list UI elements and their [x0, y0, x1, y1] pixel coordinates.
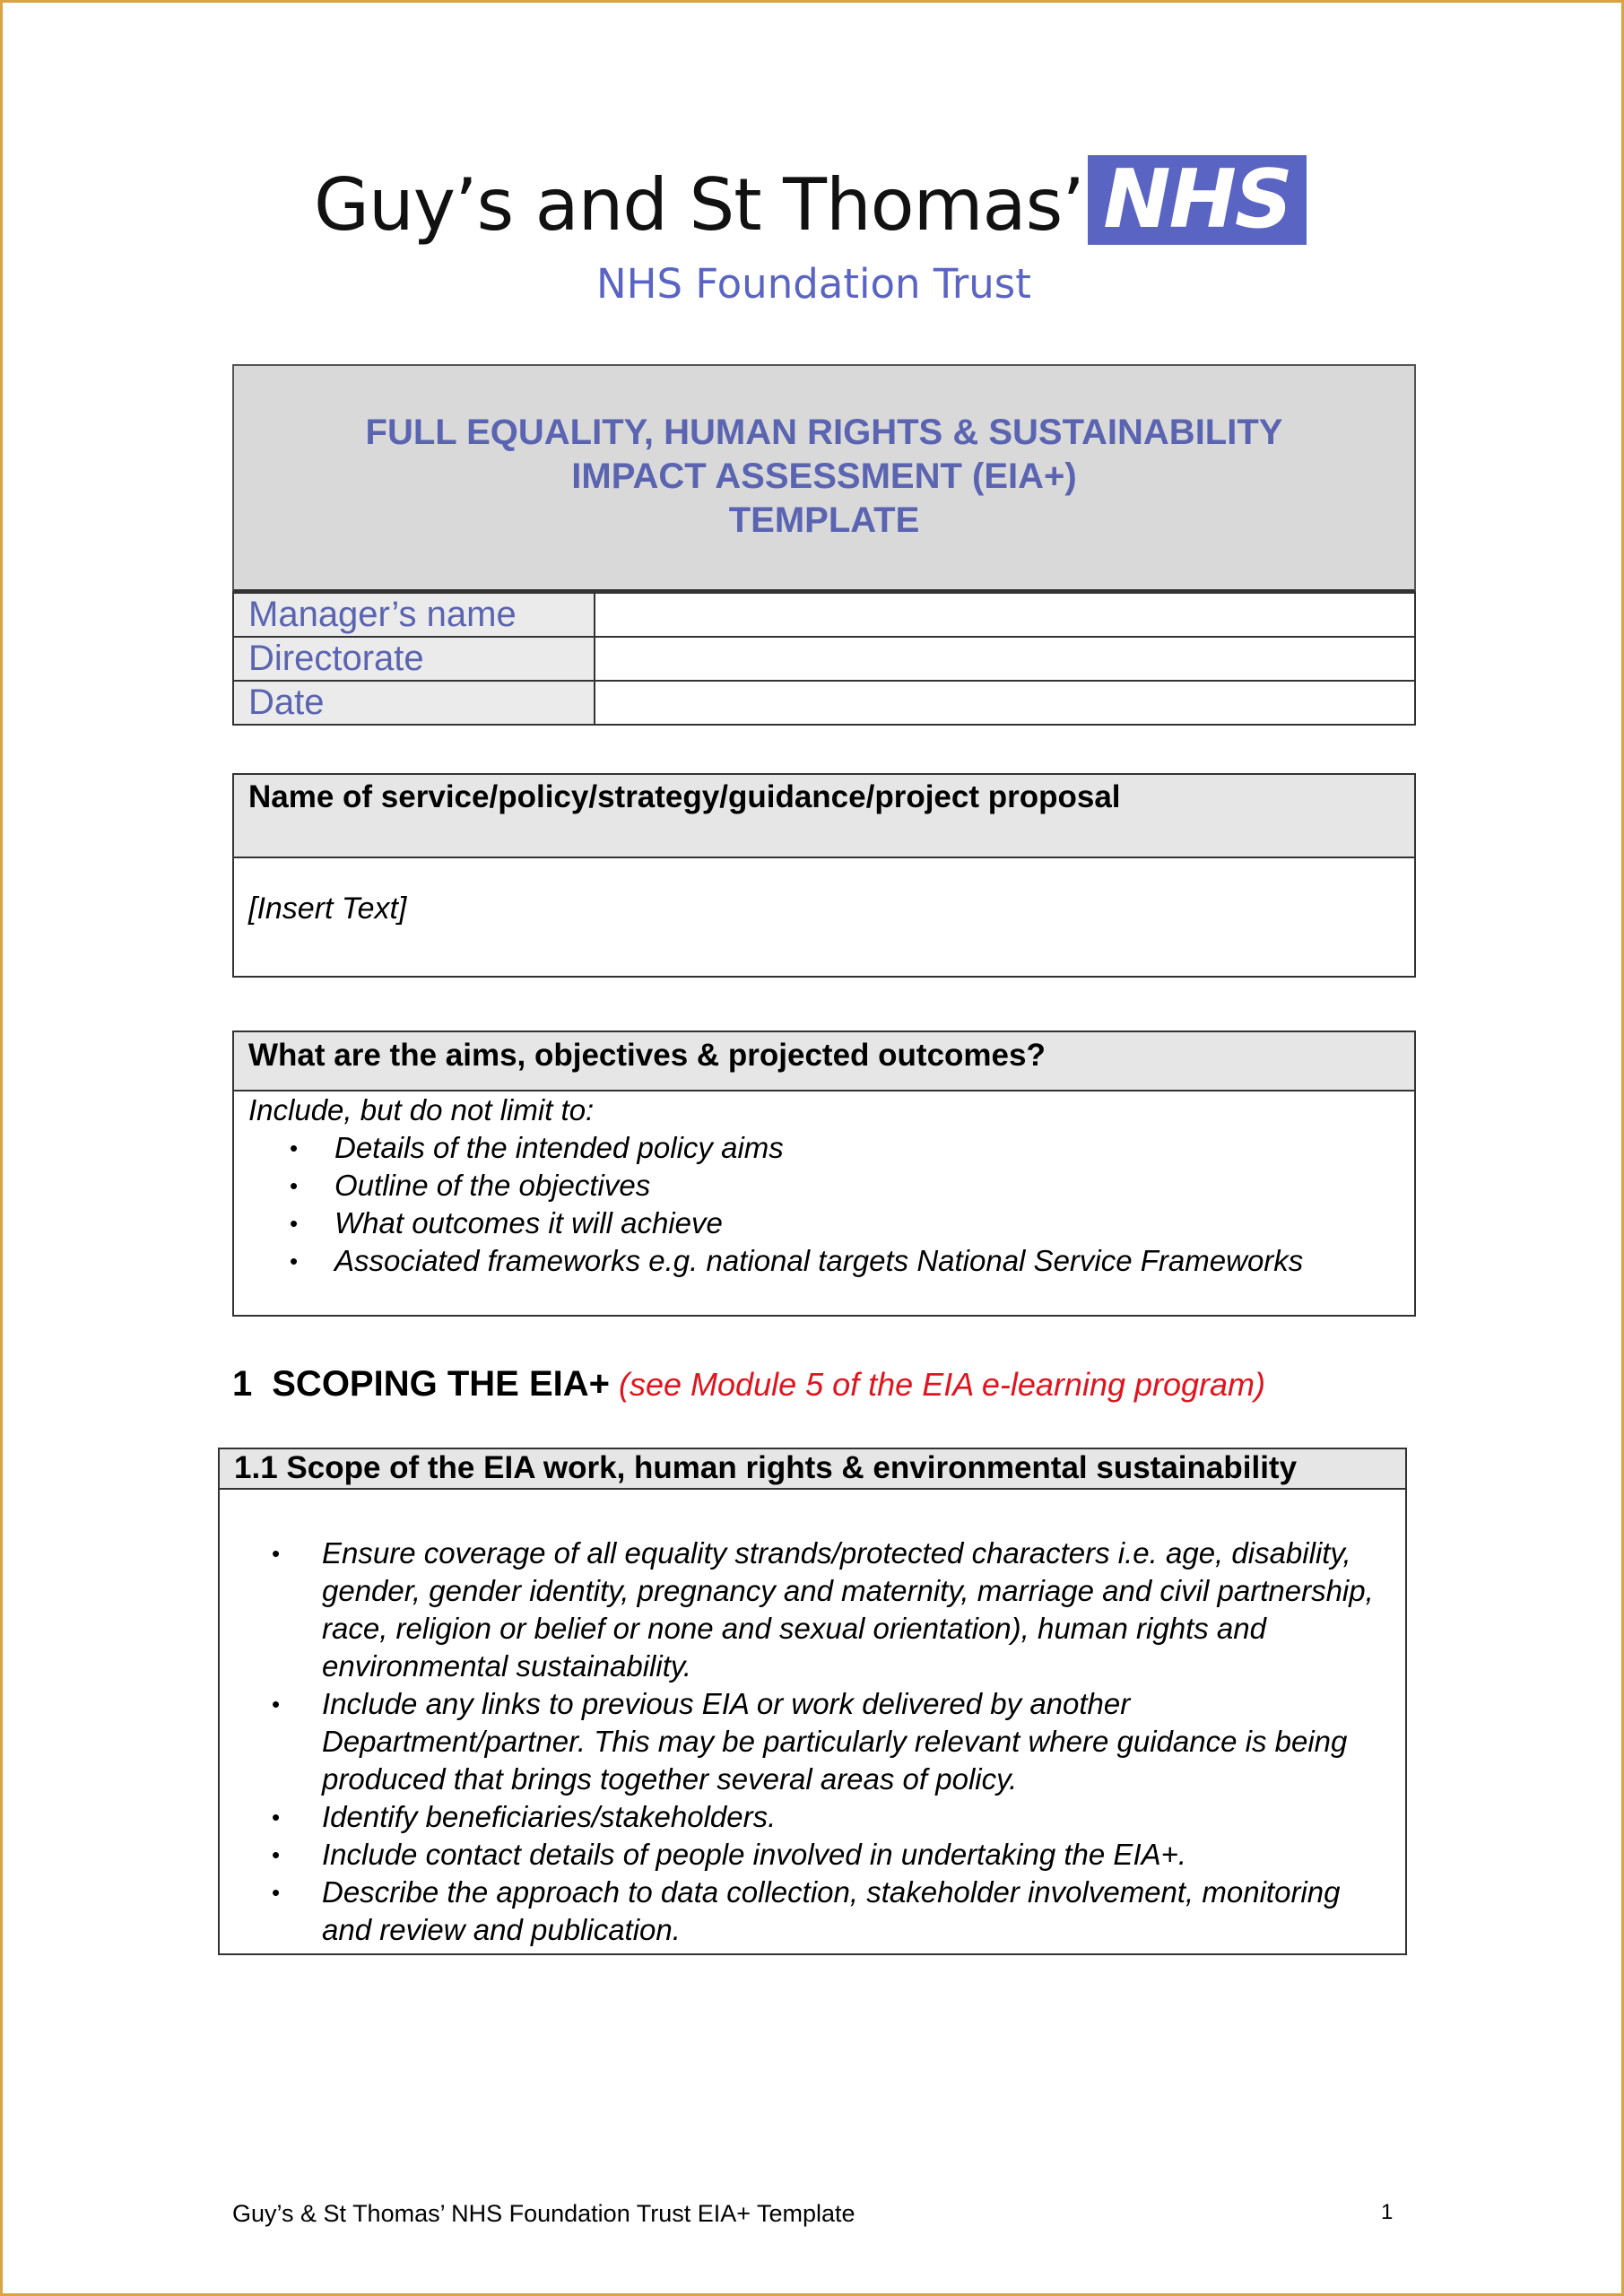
title-line: FULL EQUALITY, HUMAN RIGHTS & SUSTAINABILITY	[365, 413, 1283, 452]
date-field[interactable]	[595, 681, 1415, 725]
list-item: • Include contact details of people involved in undertaking the EIA+.	[322, 1836, 1387, 1874]
scope-list	[220, 1535, 1387, 1949]
section-heading-scoping	[232, 1359, 1265, 1410]
info-row-directorate	[233, 637, 1415, 681]
trust-name: NHS Foundation Trust	[596, 260, 1031, 308]
list-item: • Describe the approach to data collection, stakeholder involvement, monitoring and review and publication.	[322, 1874, 1387, 1949]
directorate-label: Directorate	[233, 637, 595, 681]
section-note: (see Module 5 of the EIA e-learning program)	[619, 1366, 1266, 1403]
aims-objectives-body	[234, 1091, 1414, 1280]
info-row-manager	[233, 593, 1415, 637]
title-line: TEMPLATE	[728, 500, 920, 540]
scope-heading: 1.1 Scope of the EIA work, human rights & environmental sustainability	[220, 1449, 1405, 1490]
manager-name-label: Manager’s name	[233, 593, 595, 637]
list-item: • Outline of the objectives	[334, 1167, 1414, 1205]
list-item: • Ensure coverage of all equality strands/protected characters i.e. age, disability, gender, gender identity, pregnancy and maternity, marriage and civil partnership, race, religion or belief or none and sexual orientation), human rights and environmental sustainability.	[322, 1535, 1387, 1685]
nhs-logo: NHS	[1088, 155, 1307, 245]
page-number: 1	[1381, 2200, 1394, 2224]
section-title: SCOPING THE EIA+	[272, 1364, 610, 1404]
footer-text: Guy’s & St Thomas’ NHS Foundation Trust EIA+ Template	[232, 2200, 855, 2227]
scope-body	[220, 1490, 1405, 1949]
list-item: • Include any links to previous EIA or work delivered by another Department/partner. This may be particularly relevant where guidance is being produced that brings together several areas of policy.	[322, 1685, 1387, 1798]
aims-objectives-heading: What are the aims, objectives & projected outcomes?	[234, 1032, 1414, 1091]
name-of-service-section	[232, 773, 1416, 978]
aims-objectives-section	[232, 1031, 1416, 1317]
organisation-name: Guy’s and St Thomas’	[314, 163, 1084, 247]
directorate-field[interactable]	[595, 637, 1415, 681]
aims-list	[248, 1129, 1414, 1280]
list-item: • What outcomes it will achieve	[334, 1205, 1414, 1242]
scope-section	[218, 1448, 1407, 1955]
manager-name-field[interactable]	[595, 593, 1415, 637]
title-line: IMPACT ASSESSMENT (EIA+)	[571, 457, 1077, 496]
aims-intro: Include, but do not limit to:	[248, 1093, 595, 1126]
date-label: Date	[233, 681, 595, 725]
list-item: • Identify beneficiaries/stakeholders.	[322, 1798, 1387, 1836]
name-of-service-text[interactable]: [Insert Text]	[248, 891, 407, 926]
list-item: • Details of the intended policy aims	[334, 1129, 1414, 1167]
name-of-service-heading: Name of service/policy/strategy/guidance/project proposal	[234, 775, 1414, 858]
info-row-date	[233, 681, 1415, 725]
manager-info-table	[232, 592, 1416, 726]
document-title-block	[232, 364, 1416, 592]
list-item: • Associated frameworks e.g. national targets National Service Frameworks	[334, 1242, 1414, 1280]
section-number: 1	[232, 1364, 253, 1404]
